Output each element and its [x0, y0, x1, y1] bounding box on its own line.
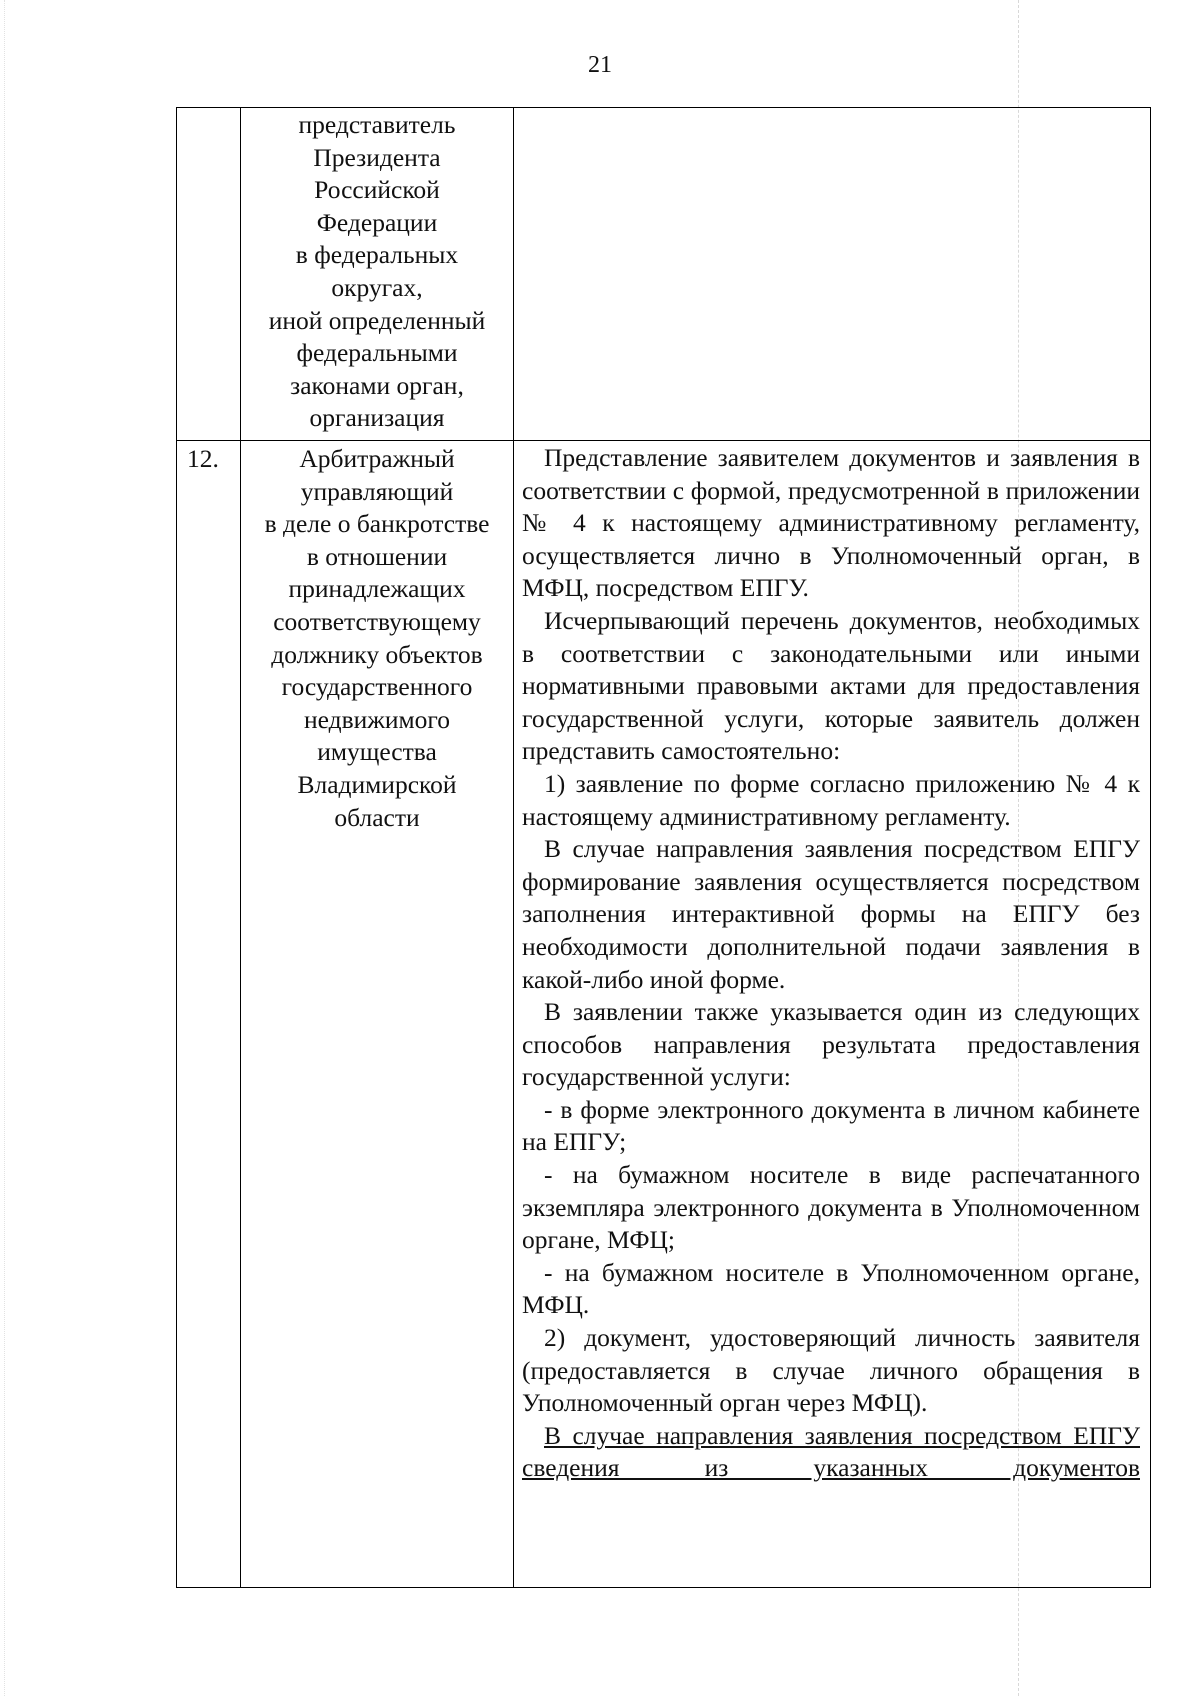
applicant-line: Федерации [316, 207, 438, 237]
scan-edge-line [4, 0, 5, 1696]
description-paragraph: В случае направления заявления посредством ЕПГУ формирование заявления осуществляется посредством заполнения интерактивной формы на ЕПГУ без необходимости дополнительной подачи заявления в какой-либо иной форме. [522, 834, 1140, 994]
applicant-line: Владимирской [297, 769, 457, 799]
applicant-line: недвижимого [303, 704, 450, 734]
table-row [177, 108, 1151, 441]
applicant-cell [241, 108, 514, 441]
applicant-line: законами орган, [290, 370, 464, 400]
description-paragraph: 2) документ, удостоверяющий личность заявителя (предоставляется в случае личного обращения в Уполномоченный орган через МФЦ). [522, 1323, 1140, 1418]
applicant-line: принадлежащих [288, 574, 466, 604]
applicant-line: соответствующему [273, 606, 481, 636]
description-paragraph: - на бумажном носителе в Уполномоченном органе, МФЦ. [522, 1257, 1140, 1320]
description-cell [514, 441, 1151, 1588]
description-paragraph: В заявлении также указывается один из следующих способов направления результата предоставления государственной услуги: [522, 997, 1140, 1092]
applicant-line: федеральными [296, 338, 458, 368]
row-number-cell: 12. [177, 441, 241, 1588]
applicant-line: должнику объектов [271, 639, 483, 669]
applicant-line: имущества [317, 737, 437, 767]
description-paragraph: В случае направления заявления посредством ЕПГУ сведения из указанных документов [522, 1420, 1140, 1483]
applicant-cell [241, 441, 514, 1588]
regulation-table [176, 107, 1151, 1588]
applicant-line: Российской [314, 175, 440, 205]
page-number: 21 [588, 52, 612, 78]
applicant-line: в федеральных [295, 240, 459, 270]
applicant-line: области [334, 802, 420, 832]
applicant-line: государственного [281, 672, 473, 702]
table-row [177, 441, 1151, 1588]
applicant-line: Президента [313, 142, 441, 172]
description-paragraph: - в форме электронного документа в личном кабинете на ЕПГУ; [522, 1094, 1140, 1157]
row-number-cell [177, 108, 241, 441]
applicant-line: представитель [298, 110, 456, 139]
applicant-line: организация [309, 403, 445, 433]
description-paragraph: 1) заявление по форме согласно приложению № 4 к настоящему административному регламенту. [522, 768, 1140, 831]
description-paragraph: - на бумажном носителе в виде распечатанного экземпляра электронного документа в Уполномоченном органе, МФЦ; [522, 1160, 1140, 1255]
applicant-line: иной определенный [268, 305, 486, 335]
applicant-line: управляющий [300, 476, 454, 506]
applicant-line: Арбитражный [299, 444, 455, 473]
applicant-line: в деле о банкротстве [264, 509, 490, 539]
applicant-line: в отношении [306, 541, 448, 571]
description-paragraph: Исчерпывающий перечень документов, необходимых в соответствии с законодательными или иными нормативными правовыми актами для предоставления государственной услуги, которые заявитель должен представить самостоятельно: [522, 605, 1140, 766]
applicant-line: округах, [331, 272, 423, 302]
description-paragraph: Представление заявителем документов и заявления в соответствии с формой, предусмотренной в приложении № 4 к настоящему административному регламенту, осуществляется лично в Уполномоченный орган, в МФЦ, посредством ЕПГУ. [522, 443, 1140, 603]
description-cell-empty [514, 108, 1151, 441]
